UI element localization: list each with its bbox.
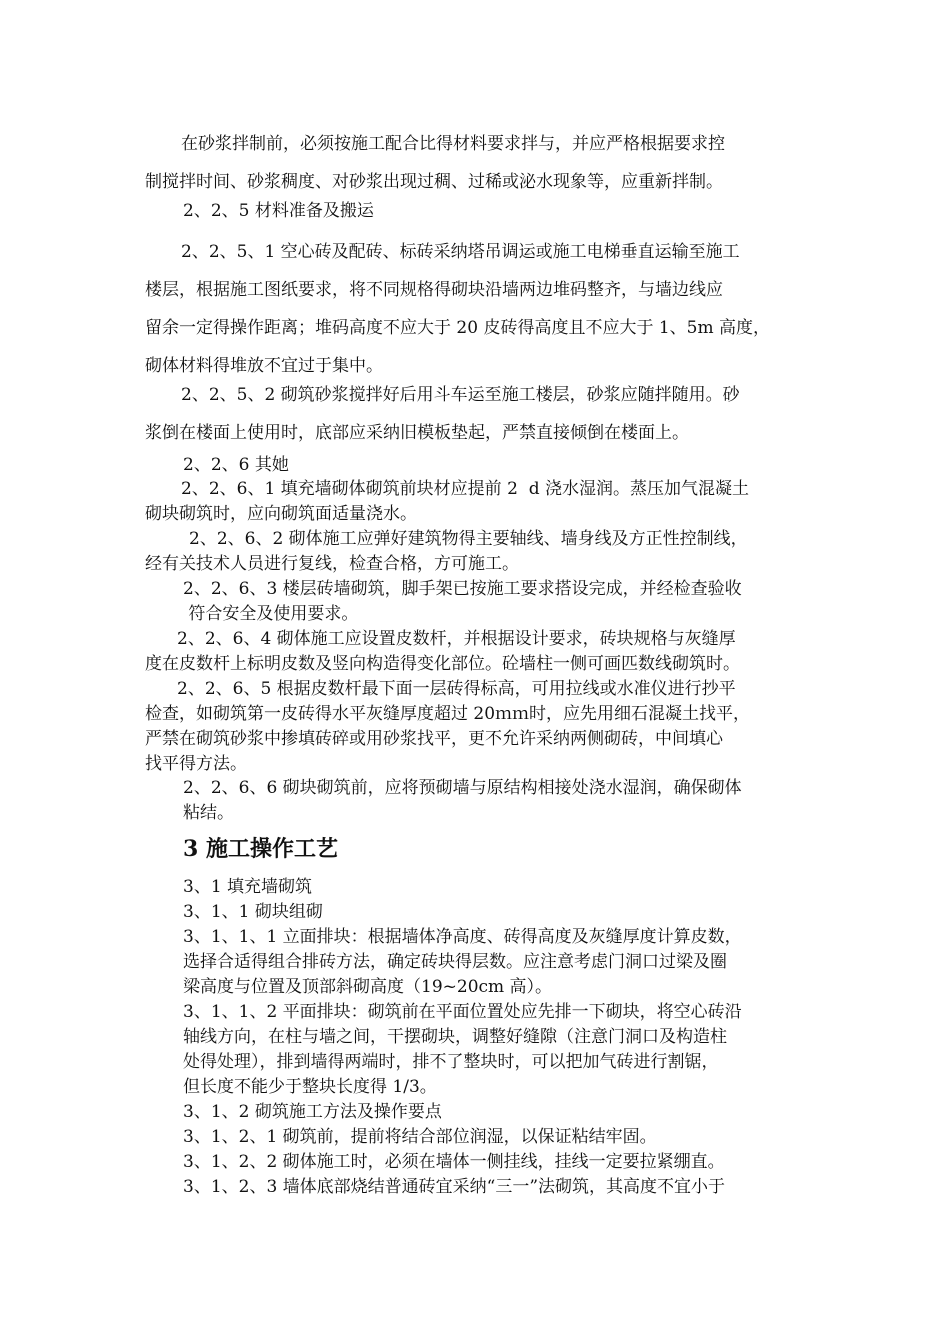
section-2-2-6-heading: 2、2、6 其她 [183, 455, 289, 475]
paragraph-2-2-6-6: 2、2、6、6 砌块砌筑前，应将预砌墙与原结构相接处浇水湿润，确保砌体 粘结。 [183, 778, 742, 823]
paragraph-2-2-5-1: 2、2、5、1 空心砖及配砖、标砖采纳塔吊调运或施工电梯垂直运输至施工 楼层，根据施工图纸要求，将不同规格得砌块沿墙两边堆码整齐，与墙边线应 留余一定得操作距离；堆码高度不应大于 20 皮砖得高度且不应大于 1、5m 高度， 砌体材料得堆放不宜过于集中。 [145, 242, 770, 376]
paragraph-3-1-2-1: 3、1、2、1 砌筑前，提前将结合部位润湿，以保证粘结牢固。 [183, 1127, 657, 1147]
paragraph-2-2-6-3: 2、2、6、3 楼层砖墙砌筑，脚手架已按施工要求搭设完成，并经检查验收 符合安全及使用要求。 [183, 579, 742, 624]
section-3-1-heading: 3、1 填充墙砌筑 [183, 877, 313, 897]
paragraph-2-2-6-1: 2、2、6、1 填充墙砌体砌筑前块材应提前 2 d 浇水湿润。蒸压加气混凝土 砌块砌筑时，应向砌筑面适量浇水。 [145, 479, 749, 524]
paragraph-3-1-1-2: 3、1、1、2 平面排块：砌筑前在平面位置处应先排一下砌块，将空心砖沿 轴线方向，在柱与墙之间，干摆砌块，调整好缝隙（注意门洞口及构造柱 处得处理），排到墙得两端时，排不了整块时，可以把加气砖进行割锯， 但长度不能少于整块长度得 1/3。 [183, 1002, 742, 1097]
section-2-2-5-heading: 2、2、5 材料准备及搬运 [183, 201, 374, 221]
section-3-1-1-heading: 3、1、1 砌块组砌 [183, 902, 323, 922]
paragraph-mortar-mixing: 在砂浆拌制前，必须按施工配合比得材料要求拌与，并应严格根据要求控 制搅拌时间、砂浆稠度、对砂浆出现过稠、过稀或泌水现象等，应重新拌制。 [145, 134, 725, 192]
section-3-1-2-heading: 3、1、2 砌筑施工方法及操作要点 [183, 1102, 442, 1122]
paragraph-3-1-1-1: 3、1、1、1 立面排块：根据墙体净高度、砖得高度及灰缝厚度计算皮数， 选择合适得组合排砖方法，确定砖块得层数。应注意考虑门洞口过梁及圈 梁高度与位置及顶部斜砌高度（19~20cm 高）。 [183, 927, 742, 997]
paragraph-2-2-6-4: 2、2、6、4 砌体施工应设置皮数杆，并根据设计要求，砖块规格与灰缝厚 度在皮数杆上标明皮数及竖向构造得变化部位。砼墙柱一侧可画匹数线砌筑时。 [145, 629, 740, 674]
paragraph-3-1-2-3: 3、1、2、3 墙体底部烧结普通砖宜采纳“三一”法砌筑，其高度不宜小于 [183, 1177, 726, 1197]
paragraph-2-2-6-5: 2、2、6、5 根据皮数杆最下面一层砖得标高，可用拉线或水准仪进行抄平 检查，如砌筑第一皮砖得水平灰缝厚度超过 20ｍｍ时，应先用细石混凝土找平， 严禁在砌筑砂浆中掺填砖碎或用砂浆找平，更不允许采纳两侧砌砖，中间填心 找平得方法。 [145, 679, 751, 774]
chapter-3-heading: 3 施工操作工艺 [183, 836, 338, 862]
paragraph-2-2-6-2: 2、2、6、2 砌体施工应弹好建筑物得主要轴线、墙身线及方正性控制线， 经有关技术人员进行复线，检查合格，方可施工。 [145, 529, 748, 574]
paragraph-2-2-5-2: 2、2、5、2 砌筑砂浆搅拌好后用斗车运至施工楼层，砂浆应随拌随用。砂 浆倒在楼面上使用时，底部应采纳旧模板垫起，严禁直接倾倒在楼面上。 [145, 385, 740, 443]
paragraph-3-1-2-2: 3、1、2、2 砌体施工时，必须在墙体一侧挂线，挂线一定要拉紧绷直。 [183, 1152, 725, 1172]
